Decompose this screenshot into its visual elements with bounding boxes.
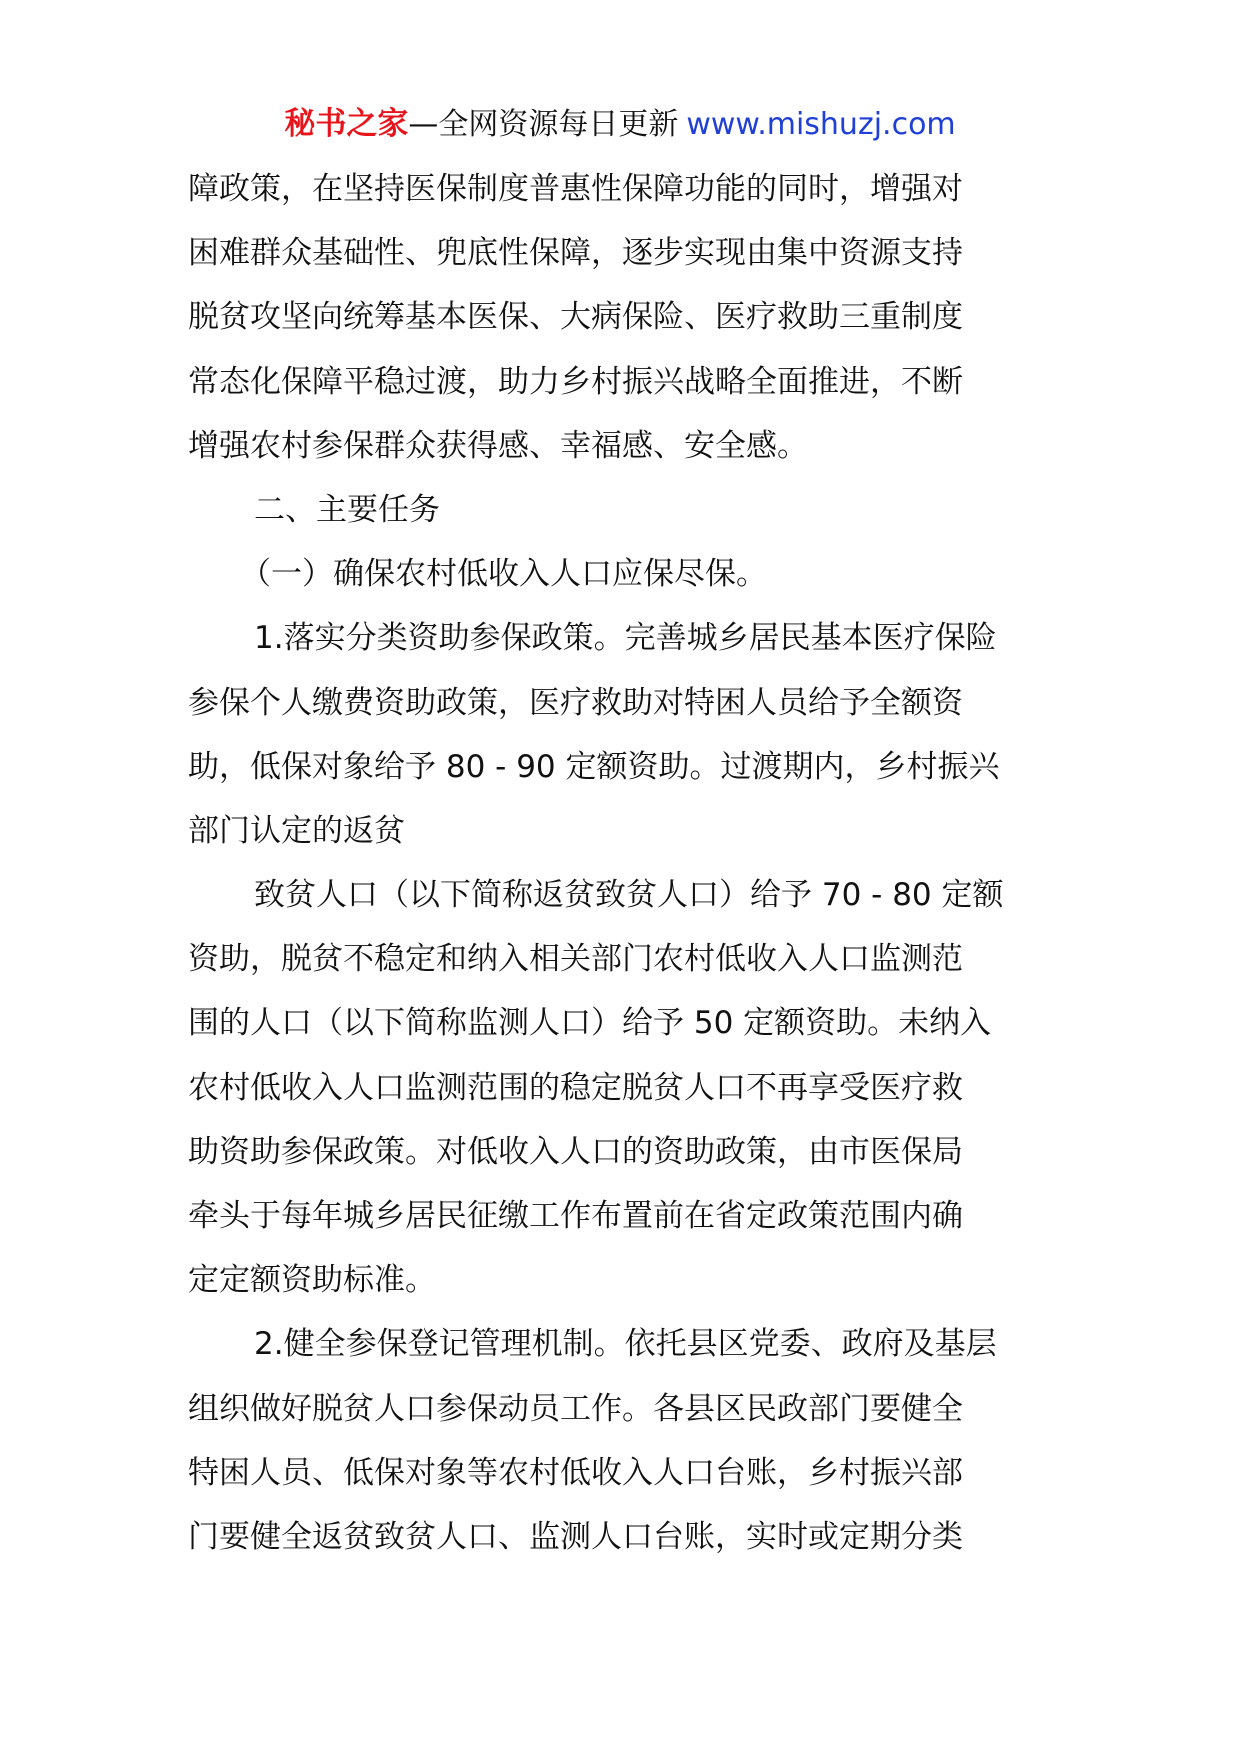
- text-line: 定定额资助标准。: [188, 1262, 436, 1299]
- text-line: 困难群众基础性、兜底性保障，逐步实现由集中资源支持: [188, 235, 963, 272]
- site-header: [0, 104, 1240, 145]
- text-line: 参保个人缴费资助政策，医疗救助对特困人员给予全额资: [188, 684, 963, 721]
- text-line: 致贫人口（以下简称返贫致贫人口）给予 70 - 80 定额: [254, 877, 1004, 914]
- text-line: 脱贫攻坚向统筹基本医保、大病保险、医疗救助三重制度: [188, 299, 963, 336]
- text-line: 资助，脱贫不稳定和纳入相关部门农村低收入人口监测范: [188, 941, 963, 978]
- text-line: 2.健全参保登记管理机制。依托县区党委、政府及基层: [254, 1326, 997, 1363]
- site-brand: 秘书之家: [284, 106, 409, 142]
- section-heading: 二、主要任务: [254, 491, 440, 528]
- text-line: 助资助参保政策。对低收入人口的资助政策，由市医保局: [188, 1133, 963, 1170]
- text-line: 组织做好脱贫人口参保动员工作。各县区民政部门要健全: [188, 1390, 963, 1427]
- text-line: 1.落实分类资助参保政策。完善城乡居民基本医疗保险: [254, 620, 997, 657]
- text-line: 助，低保对象给予 80 - 90 定额资助。过渡期内，乡村振兴: [188, 748, 1000, 785]
- site-tagline: —全网资源每日更新: [408, 107, 679, 142]
- text-line: 围的人口（以下简称监测人口）给予 50 定额资助。未纳入: [188, 1005, 992, 1042]
- text-line: 特困人员、低保对象等农村低收入人口台账，乡村振兴部: [188, 1454, 963, 1491]
- text-line: 常态化保障平稳过渡，助力乡村振兴战略全面推进，不断: [188, 363, 963, 400]
- text-line: 部门认定的返贫: [188, 812, 405, 849]
- subsection-heading: （一）确保农村低收入人口应保尽保。: [240, 556, 767, 593]
- site-url-link[interactable]: www.mishuzj.com: [686, 107, 956, 142]
- text-line: 农村低收入人口监测范围的稳定脱贫人口不再享受医疗救: [188, 1069, 963, 1106]
- text-line: 障政策，在坚持医保制度普惠性保障功能的同时，增强对: [188, 171, 963, 207]
- text-line: 门要健全返贫致贫人口、监测人口台账，实时或定期分类: [188, 1518, 963, 1555]
- text-line: 增强农村参保群众获得感、幸福感、安全感。: [188, 427, 808, 464]
- document-body: [188, 157, 1058, 1569]
- text-line: 牵头于每年城乡居民征缴工作布置前在省定政策范围内确: [188, 1198, 963, 1234]
